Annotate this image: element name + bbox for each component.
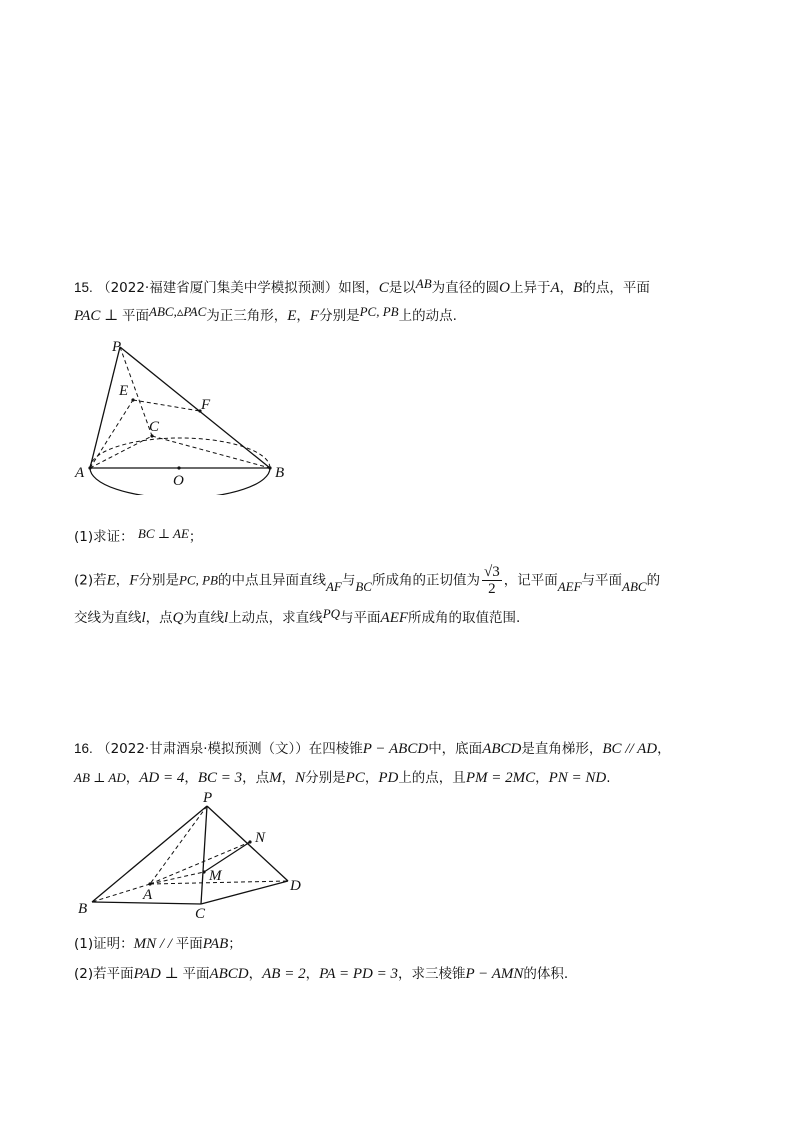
label-A: A	[75, 465, 85, 481]
label-D: D	[290, 878, 301, 894]
label-A: A	[143, 887, 153, 903]
label-B: B	[78, 901, 88, 917]
edge-PA	[90, 347, 120, 468]
label-E: E	[119, 383, 129, 399]
problem-15-line-2: PAC ⊥ 平面ABC,▵PAC为正三角形，E，F分别是PC, PB上的动点.	[74, 304, 457, 324]
edge-CB	[152, 436, 270, 468]
label-F: F	[201, 397, 211, 413]
problem-16-question-1: (1)证明：MN / / 平面PAB；	[74, 936, 242, 952]
edge-PB	[120, 347, 270, 468]
problem-15-question-2-line-2: 交线为直线l，点Q为直线l上动点，求直线PQ与平面AEF所成角的取值范围.	[74, 606, 521, 626]
edge-CD	[201, 881, 288, 904]
label-C: C	[195, 906, 206, 922]
label-P: P	[203, 790, 213, 806]
edge-AB	[92, 884, 150, 902]
problem-15-figure	[70, 335, 300, 495]
problem-16-figure	[70, 787, 320, 922]
fraction-sqrt3-over-2: $\frac{√3}{2}$	[483, 564, 500, 597]
label-M: M	[209, 868, 222, 884]
label-P: P	[112, 339, 122, 355]
problem-15-question-2: (2)若E，F分别是PC, PB的中点且异面直线AF与BC所成角的正切值为 $\frac{√3}{2}$ ，记平面AEF与平面ABC的	[74, 564, 661, 597]
problem-source: （2022·福建省厦门集美中学模拟预测）	[97, 280, 339, 296]
label-O: O	[173, 473, 184, 489]
problem-number: 16.	[74, 741, 93, 756]
edge-AE	[90, 400, 133, 468]
problem-15-question-1: (1)求证： BC ⊥ AE；	[74, 526, 203, 545]
problem-number: 15.	[74, 280, 93, 295]
edge-AM	[150, 872, 204, 884]
problem-16-question-2: (2)若平面PAD ⊥ 平面ABCD，AB = 2，PA = PD = 3，求三棱锥P − AMN的体积.	[74, 966, 569, 982]
label-N: N	[255, 830, 266, 846]
problem-15-line-1: 15. （2022·福建省厦门集美中学模拟预测）如图，C是以AB为直径的圆O上异于A，B的点，平面	[74, 276, 650, 296]
edge-PC	[201, 806, 207, 904]
problem-16-line-2: AB ⊥ AD，AD = 4，BC = 3，点M，N分别是PC，PD上的点，且PM = 2MC，PN = ND.	[74, 770, 611, 786]
problem-16-line-1: 16. （2022·甘肃酒泉·模拟预测（文））在四棱锥P − ABCD中，底面ABCD是直角梯形，BC // AD，	[74, 741, 671, 757]
edge-EF	[133, 400, 200, 411]
problem-source: （2022·甘肃酒泉·模拟预测（文））	[97, 741, 309, 757]
label-C: C	[149, 419, 160, 435]
label-B: B	[275, 465, 285, 481]
edge-AC	[90, 436, 152, 468]
base-circle-back	[90, 438, 270, 468]
